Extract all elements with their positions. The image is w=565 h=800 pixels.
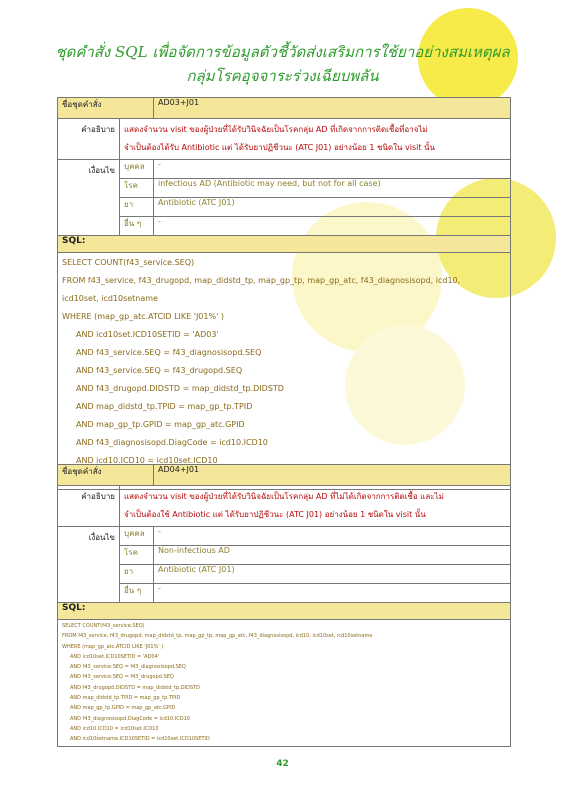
- sql-line: AND f43_diagnosisopd.DiagCode = icd10.ICD10: [76, 438, 268, 447]
- sql-code-block: [58, 253, 511, 490]
- cmd-set-code: AD03+J01: [154, 98, 511, 119]
- sql-line: AND f43_service.SEQ = f43_diagnosisopd.SEQ: [70, 664, 186, 671]
- description-line: แสดงจำนวน visit ของผู้ป่วยที่ได้รับวินิจฉัยเป็นโรคกลุ่ม AD ที่ไม่ได้เกิดจากการติดเชื้อ และไม่: [124, 492, 444, 501]
- disease-value: infectious AD (Antibiotic may need, but not for all case): [154, 179, 511, 198]
- command-set-table-2: [57, 464, 511, 747]
- sql-line: AND map_gp_tp.GPID = map_gp_atc.GPID: [70, 705, 176, 712]
- sql-line: AND f43_service.SEQ = f43_drugopd.SEQ: [70, 674, 174, 681]
- sql-line: AND f43_service.SEQ = f43_drugopd.SEQ: [76, 366, 243, 375]
- description: [120, 486, 511, 527]
- command-set-table-1: [57, 97, 511, 490]
- title-line-2: กลุ่มโรคอุจจาระร่วงเฉียบพลัน: [186, 67, 379, 85]
- sql-line: SELECT COUNT(f43_service.SEQ): [62, 258, 195, 267]
- sql-line: FROM f43_service, f43_drugopd, map_didstd_tp, map_gp_tp, map_gp_atc, f43_diagnosisopd, icd10, icd10set, icd10setname: [62, 633, 373, 640]
- sql-label: SQL:: [58, 236, 511, 253]
- description: [120, 119, 511, 160]
- title-line-1: ชุดคำสั่ง SQL เพื่อจัดการข้อมูลตัวชี้วัดส่งเสริมการใช้ยาอย่างสมเหตุผล: [55, 43, 510, 61]
- sql-line: WHERE (map_gp_atc.ATCID LIKE 'J01%' ): [62, 312, 224, 321]
- sql-line: AND map_didstd_tp.TPID = map_gp_tp.TPID: [70, 695, 181, 702]
- sql-line: AND icd10setname.ICD10SETID = icd10set.ICD10SETID: [70, 736, 210, 743]
- description-line: จำเป็นต้องใช้ Antibiotic แต่ ได้รับยาปฏิชีวนะ (ATC J01) อย่างน้อย 1 ชนิดใน visit นั้น: [124, 510, 426, 519]
- cond-label: เงื่อนไข: [58, 527, 120, 603]
- sql-line: icd10set, icd10setname: [62, 294, 158, 303]
- page-number: 42: [276, 759, 289, 769]
- cmd-set-label: ชื่อชุดคำสั่ง: [58, 465, 154, 486]
- cmd-set-code: AD04+J01: [154, 465, 511, 486]
- other-label: อื่น ๆ: [120, 217, 154, 236]
- cond-label: เงื่อนไข: [58, 160, 120, 236]
- disease-label: โรค: [120, 179, 154, 198]
- sql-line: AND icd10.ICD10 = icd10set.ICD10: [70, 725, 159, 732]
- description-line: จำเป็นต้องได้รับ Antibiotic แต่ ได้รับยาปฏิชีวนะ (ATC J01) อย่างน้อย 1 ชนิดใน visit นั้น: [124, 143, 435, 152]
- page-title: [0, 40, 565, 88]
- cmd-set-label: ชื่อชุดคำสั่ง: [58, 98, 154, 119]
- sql-label: SQL:: [58, 603, 511, 620]
- disease-value: Non-infectious AD: [154, 546, 511, 565]
- drug-value: Antibiotic (ATC J01): [154, 565, 511, 584]
- sql-line: AND map_gp_tp.GPID = map_gp_atc.GPID: [76, 420, 245, 429]
- disease-label: โรค: [120, 546, 154, 565]
- desc-label: คำอธิบาย: [58, 486, 120, 527]
- sql-line: AND icd10set.ICD10SETID = 'AD04': [70, 653, 160, 660]
- sql-line: AND icd10.ICD10 = icd10set.ICD10: [76, 456, 218, 465]
- sql-line: FROM f43_service, f43_drugopd, map_didstd_tp, map_gp_tp, map_gp_atc, f43_diagnosisopd, icd10,: [62, 276, 461, 285]
- person-label: บุคคล: [120, 160, 154, 179]
- sql-line: AND icd10set.ICD10SETID = 'AD03': [76, 330, 219, 339]
- description-line: แสดงจำนวน visit ของผู้ป่วยที่ได้รับวินิจฉัยเป็นโรคกลุ่ม AD ที่เกิดจากการติดเชื้อที่อาจไม่: [124, 125, 428, 134]
- other-value: -: [154, 217, 511, 236]
- sql-line: AND f43_drugopd.DIDSTD = map_didstd_tp.DIDSTD: [70, 684, 200, 691]
- sql-line: AND map_didstd_tp.TPID = map_gp_tp.TPID: [76, 402, 253, 411]
- other-value: -: [154, 584, 511, 603]
- desc-label: คำอธิบาย: [58, 119, 120, 160]
- sql-line: AND f43_service.SEQ = f43_diagnosisopd.SEQ: [76, 348, 262, 357]
- other-label: อื่น ๆ: [120, 584, 154, 603]
- sql-line: AND f43_drugopd.DIDSTD = map_didstd_tp.DIDSTD: [76, 384, 284, 393]
- drug-value: Antibiotic (ATC J01): [154, 198, 511, 217]
- person-label: บุคคล: [120, 527, 154, 546]
- drug-label: ยา: [120, 198, 154, 217]
- person-value: -: [154, 527, 511, 546]
- sql-line: AND f43_diagnosisopd.DiagCode = icd10.ICD10: [70, 715, 190, 722]
- person-value: -: [154, 160, 511, 179]
- sql-line: WHERE (map_gp_atc.ATCID LIKE 'J01%' ): [62, 643, 164, 650]
- drug-label: ยา: [120, 565, 154, 584]
- sql-code-block: [58, 620, 511, 747]
- sql-line: SELECT COUNT(f43_service.SEQ): [62, 623, 145, 629]
